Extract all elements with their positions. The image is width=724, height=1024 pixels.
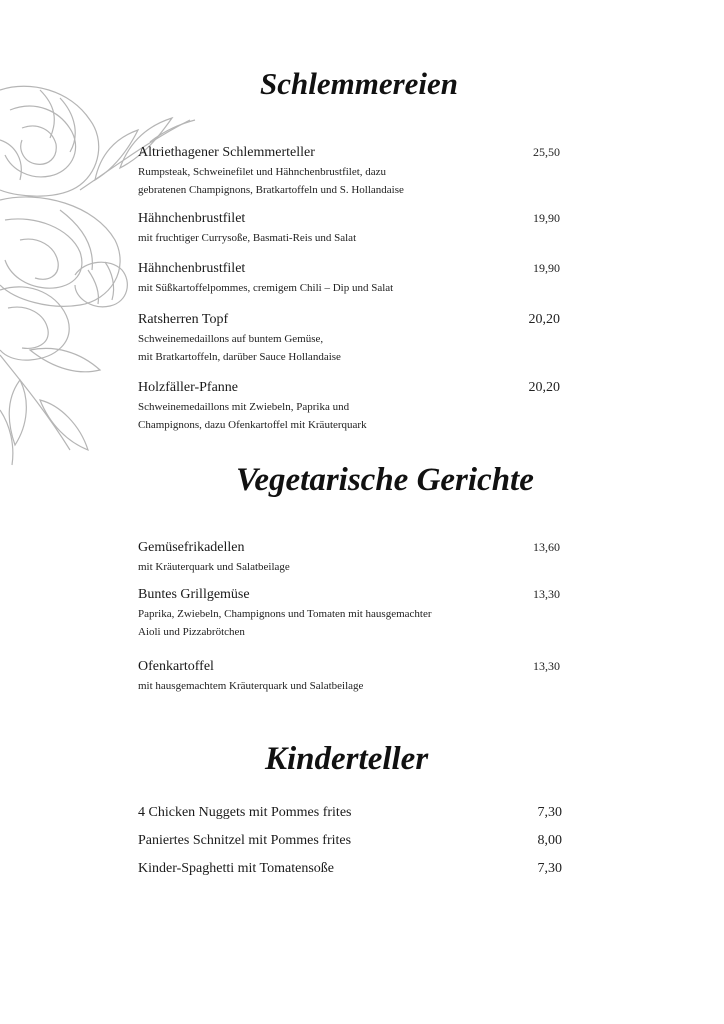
item-description xyxy=(138,677,560,695)
item-description-line: mit Bratkartoffeln, darüber Sauce Hollandaise xyxy=(138,351,341,363)
item-name: Paniertes Schnitzel mit Pommes frites xyxy=(138,833,352,848)
section-title-kinderteller: Kinderteller xyxy=(265,741,429,777)
menu-item xyxy=(138,380,560,434)
item-price: 19,90 xyxy=(533,211,560,225)
item-name: Buntes Grillgemüse xyxy=(138,587,250,602)
item-name: Gemüsefrikadellen xyxy=(138,540,245,555)
item-price: 13,30 xyxy=(533,659,560,673)
item-description-line: Champignons, dazu Ofenkartoffel mit Kräuterquark xyxy=(138,419,367,431)
item-name: Ratsherren Topf xyxy=(138,312,229,327)
item-name: Ofenkartoffel xyxy=(138,659,214,674)
menu-item xyxy=(138,211,560,247)
item-name: Kinder-Spaghetti mit Tomatensoße xyxy=(138,861,334,876)
item-price: 7,30 xyxy=(537,861,562,876)
item-description-line: gebratenen Champignons, Bratkartoffeln und S. Hollandaise xyxy=(138,184,404,196)
menu-item xyxy=(138,261,560,297)
menu-item xyxy=(138,805,562,821)
item-description-line: mit fruchtiger Currysoße, Basmati-Reis und Salat xyxy=(138,232,357,244)
item-description xyxy=(138,229,560,247)
item-description xyxy=(138,398,560,434)
item-name: Hähnchenbrustfilet xyxy=(138,211,246,226)
item-description-line: mit hausgemachtem Kräuterquark und Salatbeilage xyxy=(138,680,364,692)
menu-item xyxy=(138,540,560,576)
item-price: 8,00 xyxy=(537,833,562,848)
item-description xyxy=(138,279,560,297)
item-name: Holzfäller-Pfanne xyxy=(138,380,239,395)
item-description xyxy=(138,558,560,576)
item-price: 25,50 xyxy=(533,145,560,159)
item-price: 7,30 xyxy=(537,805,562,820)
item-price: 19,90 xyxy=(533,261,560,275)
item-description-line: Paprika, Zwiebeln, Champignons und Tomaten mit hausgemachter xyxy=(138,608,432,620)
menu-item xyxy=(138,587,560,641)
item-price: 13,30 xyxy=(533,587,560,601)
item-description-line: Schweinemedaillons mit Zwiebeln, Paprika und xyxy=(138,401,350,413)
menu-item xyxy=(138,145,560,199)
section-title-vegetarische-gerichte: Vegetarische Gerichte xyxy=(236,462,534,498)
item-description-line: Aioli und Pizzabrötchen xyxy=(138,626,245,638)
item-description xyxy=(138,163,560,199)
menu-item xyxy=(138,833,562,849)
item-description-line: Rumpsteak, Schweinefilet und Hähnchenbrustfilet, dazu xyxy=(138,166,387,178)
item-name: Hähnchenbrustfilet xyxy=(138,261,246,276)
item-description-line: mit Süßkartoffelpommes, cremigem Chili – Dip und Salat xyxy=(138,282,394,294)
menu-item xyxy=(138,312,560,366)
item-description xyxy=(138,330,560,366)
item-description xyxy=(138,605,560,641)
item-description-line: mit Kräuterquark und Salatbeilage xyxy=(138,561,290,573)
menu-item xyxy=(138,659,560,695)
item-price: 13,60 xyxy=(533,540,560,554)
item-name: 4 Chicken Nuggets mit Pommes frites xyxy=(138,805,352,820)
item-name: Altriethagener Schlemmerteller xyxy=(138,145,315,160)
item-description-line: Schweinemedaillons auf buntem Gemüse, xyxy=(138,333,324,345)
menu-item xyxy=(138,861,562,877)
section-title-schlemmereien: Schlemmereien xyxy=(260,66,459,101)
item-price: 20,20 xyxy=(528,312,560,327)
item-price: 20,20 xyxy=(528,380,560,395)
